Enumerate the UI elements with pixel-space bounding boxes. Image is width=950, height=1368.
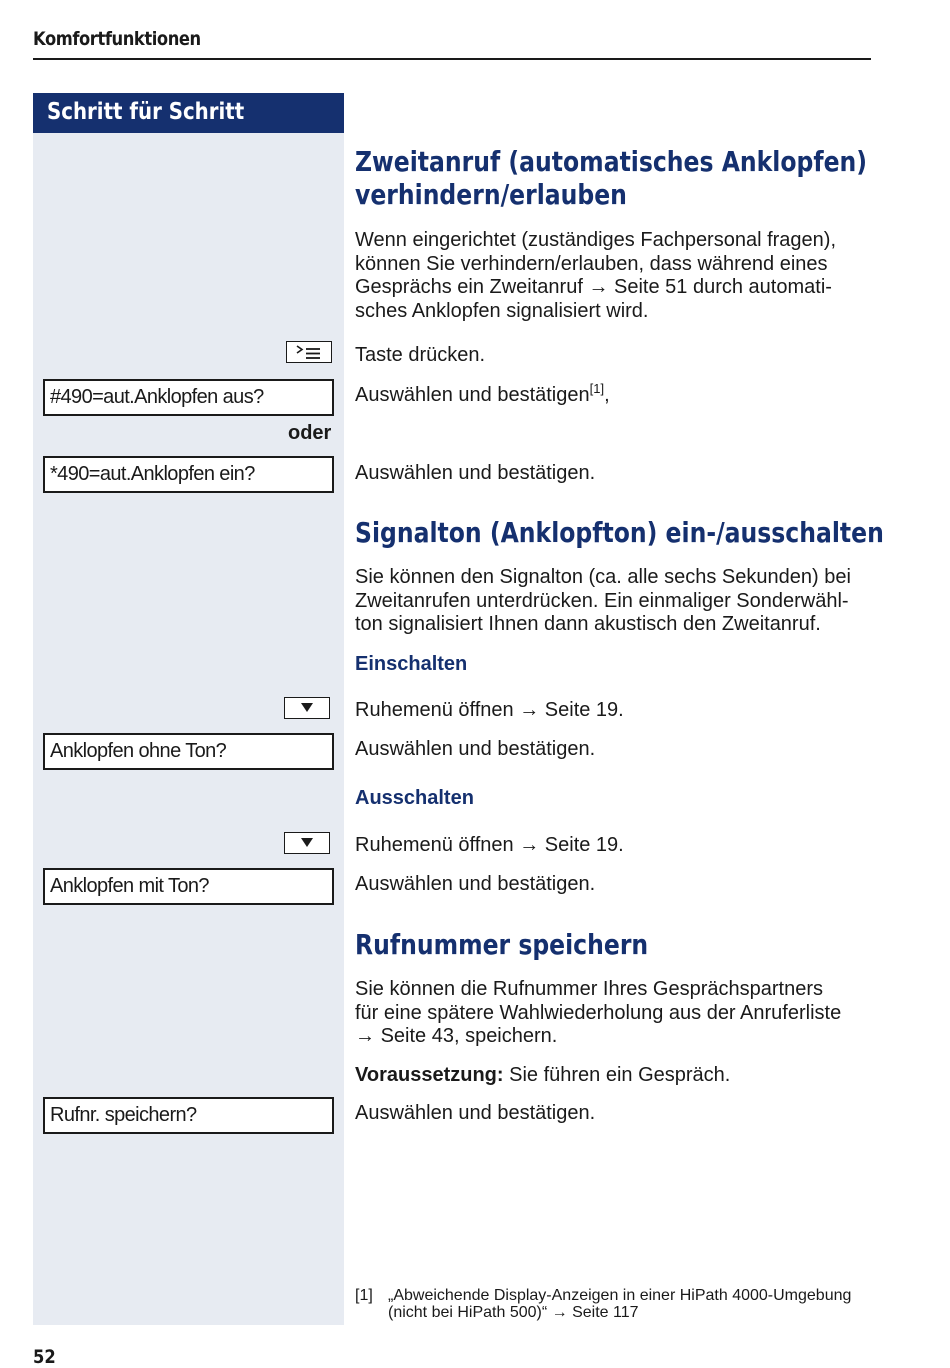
section3-intro [355,978,875,1049]
section3-intro-line: für eine spätere Wahlwiederholung aus der Anruferliste [355,1001,842,1024]
page-ref-link[interactable]: Seite 43, speichern. [380,1025,558,1048]
intro-text: Gesprächs ein Zweitanruf [355,276,583,299]
display-text: Rufnr. speichern? [50,1104,197,1126]
section2-intro-line: Sie können den Signalton (ca. alle sechs Sekunden) bei [355,566,851,588]
subheading-einschalten: Einschalten [355,653,468,675]
section1-intro-line: können Sie verhindern/erlauben, dass während eines [355,252,828,275]
display-text: Anklopfen mit Ton? [50,875,209,897]
confirm-off-text: Auswählen und bestätigen. [355,873,596,895]
menu-open-on-text [355,699,875,723]
page-ref-link[interactable]: Seite 19. [544,834,624,856]
sidebar-title-bar [33,93,344,133]
section1-intro [355,229,875,323]
subheading-ausschalten: Ausschalten [355,787,474,809]
confirm-save-text: Auswählen und bestätigen. [355,1102,596,1124]
display-text: *490=aut.Anklopfen ein? [50,463,255,485]
arrow-right-icon: → [355,1025,375,1048]
step1-suffix: , [604,384,610,406]
footnote-text [388,1287,888,1321]
arrow-right-icon: → [519,834,540,856]
footnote-ref[interactable]: [1] [589,381,605,396]
step1-label: Auswählen und bestätigen [355,384,590,406]
prerequisite-text [355,1064,875,1088]
display-option-ohne-ton[interactable] [43,733,334,770]
arrow-right-icon: → [588,276,609,299]
step1-text [355,381,875,408]
prerequisite-value: Sie führen ein Gespräch. [509,1064,731,1086]
display-option-rufnr-speichern[interactable] [43,1097,334,1134]
display-text: Anklopfen ohne Ton? [50,740,227,762]
menu-open-label: Ruhemenü öffnen [355,834,514,856]
sidebar-title: Schritt für Schritt [47,99,245,125]
page-header-title: Komfortfunktionen [33,28,201,50]
menu-open-label: Ruhemenü öffnen [355,699,514,721]
step2-text: Auswählen und bestätigen. [355,462,596,484]
footnote-text-part: (nicht bei HiPath 500)“ [388,1304,548,1321]
page-ref-link[interactable]: Seite 51 durch automati- [614,276,832,299]
key-step-text: Taste drücken. [355,344,486,366]
section1-heading-line2: verhindern/erlauben [355,178,627,211]
arrow-down-key-icon[interactable] [284,697,330,719]
page-ref-link[interactable]: Seite 19. [544,699,624,721]
arrow-down-key-icon[interactable] [284,832,330,854]
section3-intro-line: Sie können die Rufnummer Ihres Gesprächspartners [355,978,824,1000]
or-label: oder [288,422,332,444]
section1-heading [355,145,867,211]
section2-intro [355,566,875,637]
section1-intro-line [355,276,875,300]
display-option-anklopfen-aus[interactable] [43,379,334,416]
section3-intro-line [355,1025,875,1049]
section2-intro-line: ton signalisiert Ihnen dann akustisch den Zweitanruf. [355,613,821,636]
footnote-number: [1] [355,1287,373,1304]
footnote-line: „Abweichende Display-Anzeigen in einer HiPath 4000-Umgebung [388,1287,852,1304]
display-text: #490=aut.Anklopfen aus? [50,386,264,408]
section2-heading: Signalton (Anklopfton) ein-/ausschalten [355,516,884,549]
arrow-right-icon: → [519,699,540,721]
confirm-on-text: Auswählen und bestätigen. [355,738,596,760]
header-rule [33,58,871,60]
prerequisite-label: Voraussetzung: [355,1064,504,1086]
section1-intro-line: Wenn eingerichtet (zuständiges Fachpersonal fragen), [355,229,837,251]
section1-heading-line1: Zweitanruf (automatisches Anklopfen) [355,145,868,178]
menu-key-icon[interactable] [286,341,332,363]
footnote-line [388,1304,888,1321]
display-option-mit-ton[interactable] [43,868,334,905]
section3-heading: Rufnummer speichern [355,928,649,961]
section2-intro-line: Zweitanrufen unterdrücken. Ein einmaliger Sonderwähl- [355,589,849,612]
display-option-anklopfen-ein[interactable] [43,456,334,493]
section1-intro-line: sches Anklopfen signalisiert wird. [355,299,649,322]
page-number: 52 [33,1346,56,1368]
page-ref-link[interactable]: Seite 117 [572,1304,639,1321]
arrow-right-icon: → [551,1304,568,1321]
menu-open-off-text [355,834,875,858]
